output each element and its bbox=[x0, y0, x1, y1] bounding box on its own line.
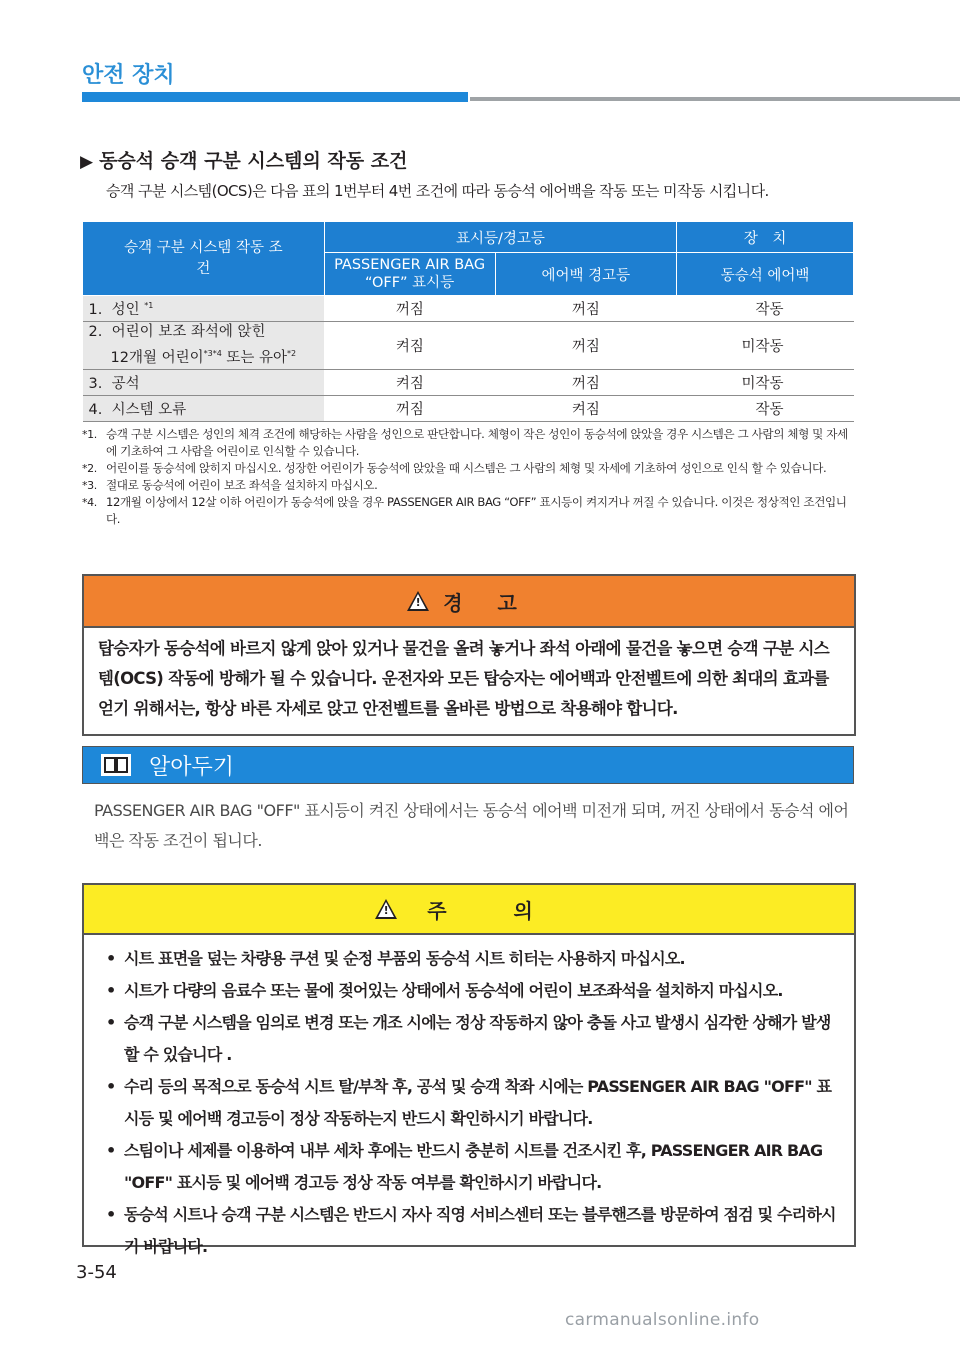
section-intro: 승객 구분 시스템(OCS)은 다음 표의 1번부터 4번 조건에 따라 동승석 에어백을 작동 또는 미작동 시킵니다. bbox=[106, 182, 769, 200]
th-indicator: 표시등/경고등 bbox=[324, 222, 677, 253]
warning-header bbox=[84, 576, 854, 628]
warning-title: 경 고 bbox=[443, 590, 531, 615]
table-footnotes bbox=[82, 426, 854, 528]
caution-box bbox=[82, 883, 856, 1256]
row-condition: 3. 공석 bbox=[83, 370, 325, 396]
footnote: *3. 절대로 동승석에 어린이 보조 좌석을 설치하지 마십시오. bbox=[82, 478, 378, 492]
info-header bbox=[82, 746, 854, 784]
row-condition: 1. 성인 $^{*1}$ bbox=[83, 296, 325, 322]
caution-triangle-icon: ! bbox=[375, 899, 397, 919]
page-header-title: 안전 장치 bbox=[82, 63, 175, 88]
caution-header bbox=[84, 885, 854, 935]
row-pab: 꺼짐 bbox=[324, 296, 495, 322]
row-warn: 꺼짐 bbox=[495, 322, 677, 370]
th-passenger-airbag: 동승석 에어백 bbox=[677, 253, 854, 296]
row-pab: 켜짐 bbox=[324, 370, 495, 396]
page-number: 3-54 bbox=[76, 1262, 117, 1283]
row-warn: 꺼짐 bbox=[495, 370, 677, 396]
row-airbag: 작동 bbox=[677, 296, 854, 322]
footnote: *1. 승객 구분 시스템은 성인의 체격 조건에 해당하는 사람을 성인으로 판단합니다. 체형이 작은 성인이 동승석에 앉았을 경우 시스템은 그 사람의 체형 및 자세에 기초하여 그 사람을 어린이로 인식할 수 있습니다. bbox=[82, 427, 848, 458]
warning-body: 탑승자가 동승석에 바르지 않게 앉아 있거나 물건을 올려 놓거나 좌석 아래에 물건을 놓으면 승객 구분 시스템(OCS) 작동에 방해가 될 수 있습니다. 운전자와 모든 탑승자는 에어백과 안전벨트에 의한 최대의 효과를 얻기 위해서는, 항상 바른 자세로 앉고 안전벨트를 올바른 방법으로 착용해야 합니다. bbox=[98, 639, 829, 718]
row-warn: 켜짐 bbox=[495, 396, 677, 422]
warning-triangle-icon: ! bbox=[407, 591, 429, 611]
section-heading bbox=[80, 146, 407, 173]
table-row bbox=[83, 322, 854, 370]
row-pab: 꺼짐 bbox=[324, 396, 495, 422]
play-arrow-icon: ▶ bbox=[80, 152, 94, 172]
list-item: • 수리 등의 목적으로 동승석 시트 탈/부착 후, 공석 및 승객 착좌 시에는 PASSENGER AIR BAG "OFF" 표시등 및 에어백 경고등이 정상 작동하는지 반드시 확인하시기 바랍니다. bbox=[106, 1071, 840, 1135]
caution-title: 주 의 bbox=[427, 898, 563, 923]
row-airbag: 미작동 bbox=[677, 370, 854, 396]
section-heading-text: 동승석 승객 구분 시스템의 작동 조건 bbox=[99, 150, 408, 172]
watermark: carmanualsonline.info bbox=[565, 1310, 760, 1330]
footnote: *4. 12개월 이상에서 12살 이하 어린이가 동승석에 앉을 경우 PASSENGER AIR BAG “OFF” 표시등이 켜지거나 꺼질 수 있습니다. 이것은 정상적인 조건입니다. bbox=[82, 495, 847, 526]
info-body: PASSENGER AIR BAG "OFF" 표시등이 켜진 상태에서는 동승석 에어백 미전개 되며, 꺼진 상태에서 동승석 에어백은 작동 조건이 됩니다. bbox=[94, 801, 849, 850]
book-icon bbox=[101, 754, 131, 776]
row-airbag: 미작동 bbox=[677, 322, 854, 370]
row-airbag: 작동 bbox=[677, 396, 854, 422]
warning-box bbox=[82, 574, 856, 736]
table-row bbox=[83, 296, 854, 322]
th-pab-indicator: PASSENGER AIR BAG “OFF” 표시등 bbox=[324, 253, 495, 296]
table-row bbox=[83, 396, 854, 422]
footnote: *2. 어린이를 동승석에 앉히지 마십시오. 성장한 어린이가 동승석에 앉았을 때 시스템은 그 사람의 체형 및 자세에 기초하여 성인으로 인식 할 수 있습니다. bbox=[82, 461, 827, 475]
list-item: • 시트가 다량의 음료수 또는 물에 젖어있는 상태에서 동승석에 어린이 보조좌석을 설치하지 마십시오. bbox=[106, 975, 840, 1007]
caution-list bbox=[84, 935, 854, 1263]
list-item: • 스팀이나 세제를 이용하여 내부 세차 후에는 반드시 충분히 시트를 건조시킨 후, PASSENGER AIR BAG "OFF" 표시등 및 에어백 경고등 정상 작동 여부를 확인하시기 바랍니다. bbox=[106, 1135, 840, 1199]
table-row bbox=[83, 370, 854, 396]
th-device: 장 치 bbox=[677, 222, 854, 253]
row-condition: 4. 시스템 오류 bbox=[83, 396, 325, 422]
header-bar-rule bbox=[470, 97, 960, 101]
header-bar-accent bbox=[82, 92, 468, 102]
th-condition: 승객 구분 시스템 작동 조건 bbox=[83, 222, 325, 296]
info-title: 알아두기 bbox=[149, 754, 235, 780]
th-airbag-warning: 에어백 경고등 bbox=[495, 253, 677, 296]
row-warn: 꺼짐 bbox=[495, 296, 677, 322]
ocs-condition-table bbox=[82, 221, 854, 422]
list-item: • 승객 구분 시스템을 임의로 변경 또는 개조 시에는 정상 작동하지 않아 충돌 사고 발생시 심각한 상해가 발생할 수 있습니다 . bbox=[106, 1007, 840, 1071]
list-item: • 시트 표면을 덮는 차량용 쿠션 및 순정 부품외 동승석 시트 히터는 사용하지 마십시오. bbox=[106, 943, 840, 975]
row-condition: 2. 어린이 보조 좌석에 앉힌 12개월 어린이$^{*3*4}$ 또는 유아$^{*2}$ bbox=[83, 322, 325, 370]
list-item: • 동승석 시트나 승객 구분 시스템은 반드시 자사 직영 서비스센터 또는 블루핸즈를 방문하여 점검 및 수리하시기 바랍니다. bbox=[106, 1199, 840, 1263]
row-pab: 켜짐 bbox=[324, 322, 495, 370]
